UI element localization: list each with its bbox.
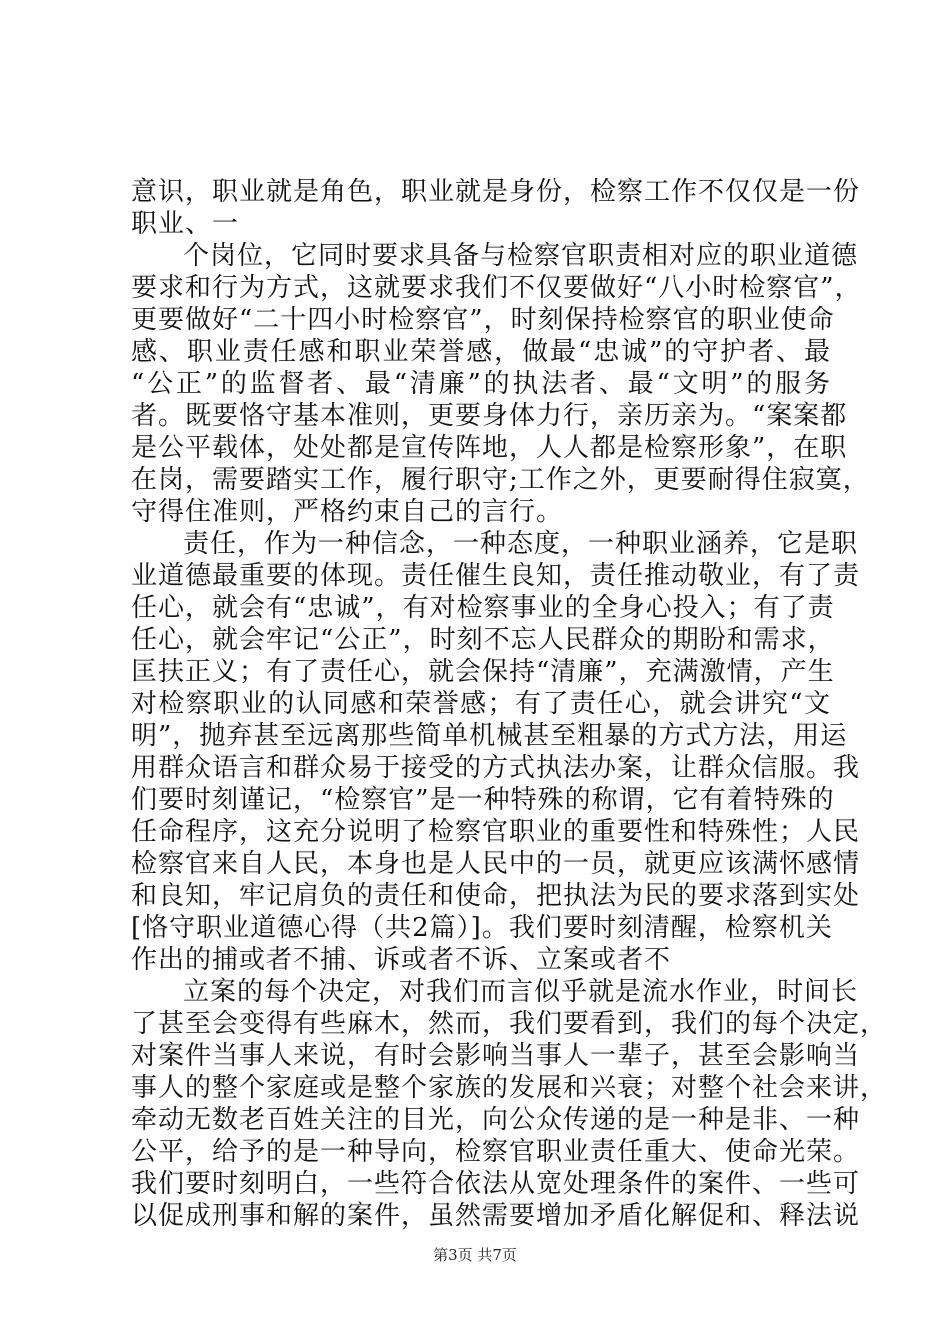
text-line: 们要时刻谨记，“检察官”是一种特殊的称谓，它有着特殊的 xyxy=(131,785,835,815)
text-line: 牵动无数老百姓关注的目光，向公众传递的是一种是非、一种 xyxy=(131,1105,861,1135)
text-line: 意识，职业就是角色，职业就是身份，检察工作不仅仅是一份 xyxy=(131,177,861,207)
text-line: 用群众语言和群众易于接受的方式执法办案，让群众信服。我 xyxy=(131,753,861,783)
text-line: 任心，就会有“忠诚”，有对检察事业的全身心投入；有了责 xyxy=(131,593,835,623)
text-line: 事人的整个家庭或是整个家族的发展和兴衰；对整个社会来讲， xyxy=(131,1073,888,1103)
text-line: 职业、一 xyxy=(131,209,240,239)
text-line: 公平，给予的是一种导向，检察官职业责任重大、使命光荣。 xyxy=(131,1137,861,1167)
text-line: 检察官来自人民，本身也是人民中的一员，就更应该满怀感情 xyxy=(131,849,861,879)
text-line: 业道德最重要的体现。责任催生良知，责任推动敬业，有了责 xyxy=(131,561,861,591)
text-line: 是公平载体，处处都是宣传阵地，人人都是检察形象”，在职 xyxy=(131,433,848,463)
text-line: 明”，抛弃甚至远离那些简单机械甚至粗暴的方式方法，用运 xyxy=(131,721,848,751)
text-line: 以促成刑事和解的案件，虽然需要增加矛盾化解促和、释法说 xyxy=(131,1201,861,1231)
text-line: 在岗，需要踏实工作，履行职守;工作之外，更要耐得住寂寞， xyxy=(131,465,870,495)
text-line: 任命程序，这充分说明了检察官职业的重要性和特殊性；人民 xyxy=(131,817,861,847)
text-line: 我们要时刻明白，一些符合依法从宽处理条件的案件、一些可 xyxy=(131,1169,861,1199)
text-line: “公正”的监督者、最“清廉”的执法者、最“文明”的服务 xyxy=(131,369,831,399)
body-text xyxy=(131,176,888,1232)
page-footer: 第3页 共7页 xyxy=(433,1246,517,1264)
text-line: 任心，就会牢记“公正”，时刻不忘人民群众的期盼和需求， xyxy=(131,625,835,655)
text-line: 对案件当事人来说，有时会影响当事人一辈子，甚至会影响当 xyxy=(131,1041,861,1071)
text-line: 者。既要恪守基本准则，更要身体力行，亲历亲为。“案案都 xyxy=(131,401,848,431)
text-line: [恪守职业道德心得（共2篇）]。我们要时刻清醒，检察机关 xyxy=(131,913,833,943)
text-line: 更要做好“二十四小时检察官”，时刻保持检察官的职业使命 xyxy=(131,305,835,335)
text-line: 和良知，牢记肩负的责任和使命，把执法为民的要求落到实处 xyxy=(131,881,861,911)
text-line: 对检察职业的认同感和荣誉感；有了责任心，就会讲究“文 xyxy=(131,689,831,719)
text-line: 感、职业责任感和职业荣誉感，做最“忠诚”的守护者、最 xyxy=(131,337,831,367)
text-line: 匡扶正义；有了责任心，就会保持“清廉”，充满激情，产生 xyxy=(131,657,835,687)
text-line: 要求和行为方式，这就要求我们不仅要做好“八小时检察官”， xyxy=(131,273,862,303)
text-line: 了甚至会变得有些麻木，然而，我们要看到，我们的每个决定， xyxy=(131,1009,888,1039)
text-line: 责任，作为一种信念，一种态度，一种职业涵养，它是职 xyxy=(183,529,859,559)
text-line: 个岗位，它同时要求具备与检察官职责相对应的职业道德 xyxy=(183,241,859,271)
text-line: 作出的捕或者不捕、诉或者不诉、立案或者不 xyxy=(131,945,672,975)
text-line: 立案的每个决定，对我们而言似乎就是流水作业，时间长 xyxy=(183,977,859,1007)
text-line: 守得住准则，严格约束自己的言行。 xyxy=(131,497,564,527)
